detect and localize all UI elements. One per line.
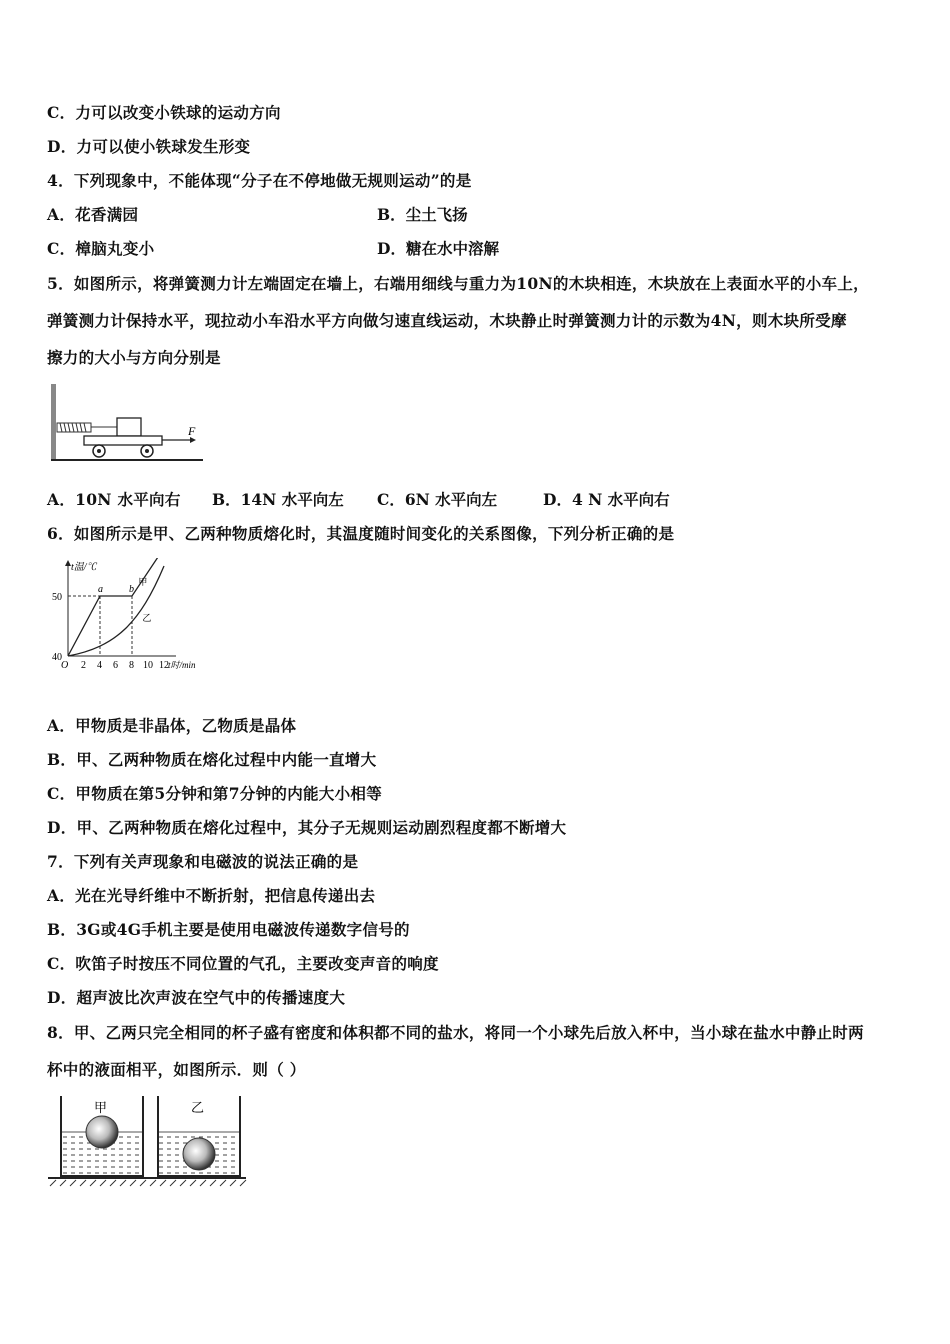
- x-tick-label: 8: [129, 660, 134, 671]
- q7-stem: 7．下列有关声现象和电磁波的说法正确的是: [47, 852, 359, 871]
- x-tick-label: O: [61, 660, 69, 671]
- chart-axes: [65, 560, 176, 656]
- y-tick-label: 40: [52, 652, 62, 663]
- series-label-jia: 甲: [138, 577, 148, 588]
- q8-cups-figure: [46, 1092, 250, 1188]
- q6-stem: 6．如图所示是甲、乙两种物质熔化时，其温度随时间变化的关系图像，下列分析正确的是: [47, 524, 675, 543]
- y-tick-label: 50: [52, 592, 62, 603]
- right-cup-label: 乙: [191, 1100, 205, 1115]
- x-tick-label: 2: [81, 660, 86, 671]
- chart-guides: [68, 596, 132, 656]
- q6-temperature-chart: [48, 558, 218, 676]
- q3-option-c: C．力可以改变小铁球的运动方向: [47, 103, 281, 122]
- point-label-a: a: [98, 584, 103, 595]
- q6-option-d: D．甲、乙两种物质在熔化过程中，其分子无规则运动剧烈程度都不断增大: [47, 818, 567, 837]
- left-cup-label: 甲: [94, 1100, 108, 1115]
- left-ball: [86, 1116, 118, 1148]
- q6-option-a: A．甲物质是非晶体，乙物质是晶体: [47, 716, 297, 735]
- q4-stem: 4．下列现象中，不能体现“分子在不停地做无规则运动”的是: [47, 171, 472, 190]
- q6-option-c: C．甲物质在第5分钟和第7分钟的内能大小相等: [47, 784, 383, 803]
- q4-option-a: A．花香满园: [47, 205, 139, 224]
- q7-option-c: C．吹笛子时按压不同位置的气孔，主要改变声音的响度: [47, 954, 439, 973]
- point-label-b: b: [129, 584, 134, 595]
- q5-stem-line1: 5．如图所示，将弹簧测力计左端固定在墙上，右端用细线与重力为10N的木块相连，木块放在上表面水平的小车上，: [47, 274, 869, 293]
- q5-option-d: D．4 N 水平向右: [543, 490, 670, 509]
- q4-option-b: B．尘土飞扬: [377, 205, 468, 224]
- q3-option-d: D．力可以使小铁球发生形变: [47, 137, 251, 156]
- q5-option-c: C．6N 水平向左: [377, 490, 498, 509]
- wooden-block: [117, 418, 141, 436]
- ground-hatching: [50, 1180, 246, 1186]
- x-tick-label: 4: [97, 660, 102, 671]
- series-label-yi: 乙: [142, 613, 152, 624]
- q8-stem-line1: 8．甲、乙两只完全相同的杯子盛有密度和体积都不同的盐水，将同一个小球先后放入杯中，当小球在盐水中静止时两: [47, 1023, 864, 1042]
- q5-stem-line3: 擦力的大小与方向分别是: [47, 348, 221, 367]
- wall: [51, 384, 56, 460]
- q4-option-c: C．樟脑丸变小: [47, 239, 155, 258]
- series-line-yi: [68, 566, 164, 656]
- x-tick-label: 10: [143, 660, 153, 671]
- q5-stem-line2: 弹簧测力计保持水平，现拉动小车沿水平方向做匀速直线运动，木块静止时弹簧测力计的示数为4N，则木块所受摩: [47, 311, 847, 330]
- cart-body: [84, 436, 162, 445]
- q7-option-b: B．3G或4G手机主要是使用电磁波传递数字信号的: [47, 920, 410, 939]
- q8-stem-line2: 杯中的液面相平，如图所示．则（ ）: [47, 1060, 306, 1079]
- cart-wheel-right-hub: [145, 449, 149, 453]
- q6-option-b: B．甲、乙两种物质在熔化过程中内能一直增大: [47, 750, 377, 769]
- q7-option-a: A．光在光导纤维中不断折射，把信息传递出去: [47, 886, 376, 905]
- right-ball: [183, 1138, 215, 1170]
- y-axis-label: t温/℃: [71, 562, 97, 573]
- q4-option-d: D．糖在水中溶解: [377, 239, 499, 258]
- q5-cart-figure: [48, 380, 208, 466]
- q5-option-b: B．14N 水平向左: [212, 490, 344, 509]
- force-label: F: [188, 424, 196, 438]
- q7-option-d: D．超声波比次声波在空气中的传播速度大: [47, 988, 346, 1007]
- x-axis-label: t时/min: [168, 660, 196, 670]
- cart-wheel-left-hub: [97, 449, 101, 453]
- x-tick-label: 12: [159, 660, 169, 671]
- x-tick-label: 6: [113, 660, 118, 671]
- q5-option-a: A．10N 水平向右: [47, 490, 181, 509]
